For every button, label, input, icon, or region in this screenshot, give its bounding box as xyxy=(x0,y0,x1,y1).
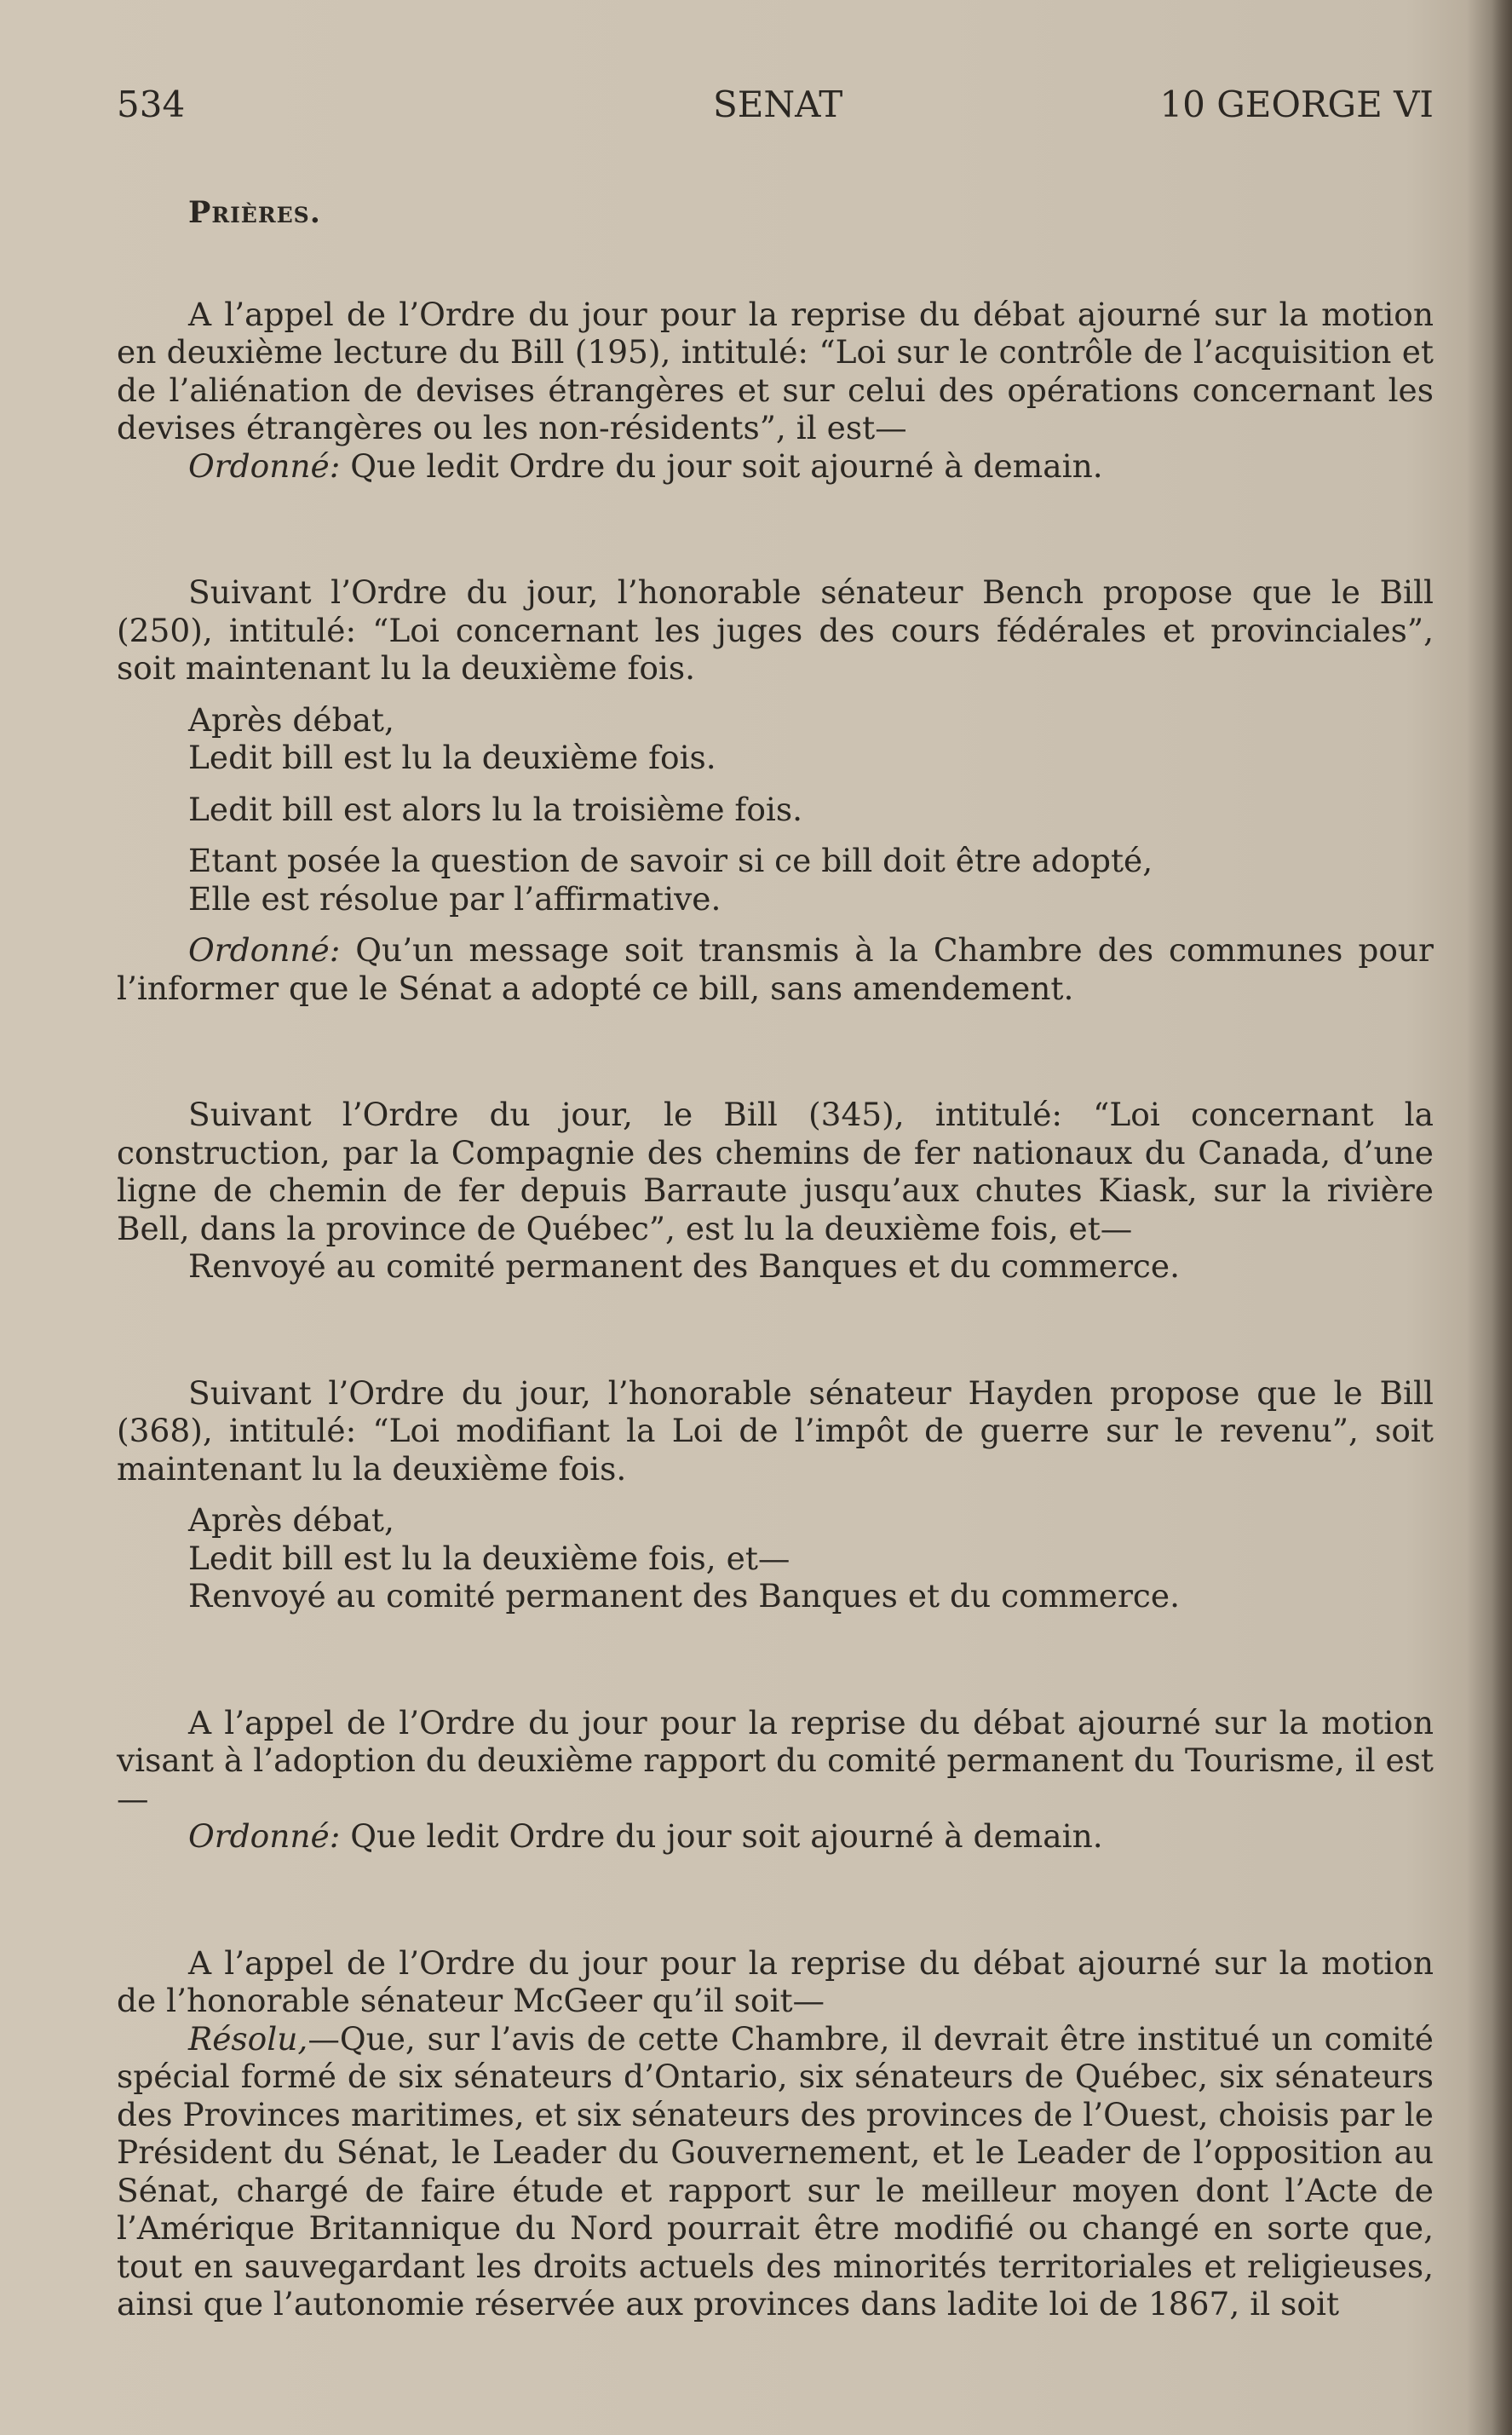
spacer xyxy=(117,1286,1434,1374)
entry-3-referred: Renvoyé au comité permanent des Banques et du commerce. xyxy=(188,1247,1181,1285)
spacer xyxy=(117,777,1434,791)
ordered-label: Ordonné: xyxy=(188,1817,341,1855)
spacer xyxy=(117,1615,1434,1704)
entry-3-text: Suivant l’Ordre du jour, le Bill (345), intitulé: “Loi concernant la construction, par la Compagnie des chemins de fer nationaux du Canada, d’une ligne de chemin de fer depuis Barraute jusqu’aux chutes Kiask, sur la rivière Bell, dans la province de Québec”, est lu la deuxième fois, et— xyxy=(117,1096,1434,1247)
spacer xyxy=(117,1488,1434,1501)
prayers-heading: Prières. xyxy=(188,195,321,230)
spacer xyxy=(117,828,1434,842)
ordered-text: Que ledit Ordre du jour soit ajourné à demain. xyxy=(340,1817,1103,1855)
entry-6-text: A l’appel de l’Ordre du jour pour la reprise du débat ajourné sur la motion de l’honorable sénateur McGeer qu’il soit— xyxy=(117,1943,1434,2019)
entry-2-order xyxy=(117,931,1434,1007)
entry-4-second-reading: Ledit bill est lu la deuxième fois, et— xyxy=(188,1539,790,1577)
resolved-label: Résolu, xyxy=(188,2019,308,2058)
entry-2-text: Suivant l’Ordre du jour, l’honorable sénateur Bench propose que le Bill (250), intitulé: “Loi concernant les juges des cours fédérales et provinciales”, soit maintenant lu la deuxième fois. xyxy=(117,573,1434,687)
entry-5-text: A l’appel de l’Ordre du jour pour la reprise du débat ajourné sur la motion visant à l’adoption du deuxième rapport du comité permanent du Tourisme, il est— xyxy=(117,1703,1434,1817)
ordered-text: Que ledit Ordre du jour soit ajourné à demain. xyxy=(340,446,1103,485)
spacer xyxy=(117,688,1434,701)
entry-6-resolution xyxy=(117,2020,1434,2323)
ordered-text: Qu’un message soit transmis à la Chambre des communes pour l’informer que le Sénat a adopté ce bill, sans amendement. xyxy=(117,931,1434,1007)
entry-2-question: Etant posée la question de savoir si ce bill doit être adopté, xyxy=(188,842,1153,879)
spacer xyxy=(117,1007,1434,1096)
entry-5-order xyxy=(117,1817,1434,1856)
entry-1-order xyxy=(117,447,1434,486)
spacer xyxy=(117,1856,1434,1944)
entry-4-referred: Renvoyé au comité permanent des Banques et du commerce. xyxy=(188,1577,1181,1615)
spacer xyxy=(117,918,1434,931)
page-number: 534 xyxy=(117,83,186,125)
spacer xyxy=(117,485,1434,573)
running-title: SENAT xyxy=(713,83,843,125)
resolved-text: —Que, sur l’avis de cette Chambre, il devrait être institué un comité spécial formé de six sénateurs d’Ontario, six sénateurs de Québec, six sénateurs des Provinces maritimes, et six sénateurs des provinces de l’Ouest, choisis par le Président du Sénat, le Leader du Gouvernement, et le Leader de l’opposition au Sénat, chargé de faire étude et rapport sur le meilleur moyen dont l’Acte de l’Amérique Britannique du Nord pourrait être modifié ou changé en sorte que, tout en sauvegardant les droits actuels des minorités territoriales et religieuses, ainsi que l’autonomie réservée aux provinces dans ladite loi de 1867, il soit xyxy=(117,2019,1434,2323)
page-body xyxy=(117,194,1434,2323)
entry-2-after-debate: Après débat, xyxy=(188,700,394,739)
page-edge-shadow xyxy=(1492,0,1512,2435)
entry-4-after-debate: Après débat, xyxy=(188,1501,394,1539)
entry-1-text: A l’appel de l’Ordre du jour pour la reprise du débat ajourné sur la motion en deuxième lecture du Bill (195), intitulé: “Loi sur le contrôle de l’acquisition et de l’aliénation de devises étrangères et sur celui des opérations concernant les devises étrangères ou les non-résidents”, il est— xyxy=(117,295,1434,446)
ordered-label: Ordonné: xyxy=(188,446,341,485)
entry-2-third-reading: Ledit bill est alors lu la troisième fois. xyxy=(188,790,803,828)
entry-2-resolved: Elle est résolue par l’affirmative. xyxy=(188,879,722,918)
page-header xyxy=(117,83,1434,131)
ordered-label: Ordonné: xyxy=(188,931,341,969)
session-label: 10 GEORGE VI xyxy=(1159,83,1434,125)
entry-2-second-reading: Ledit bill est lu la deuxième fois. xyxy=(188,739,716,776)
entry-4-text: Suivant l’Ordre du jour, l’honorable sénateur Hayden propose que le Bill (368), intitulé: “Loi modifiant la Loi de l’impôt de guerre sur le revenu”, soit maintenant lu la deuxième fois. xyxy=(117,1373,1434,1488)
